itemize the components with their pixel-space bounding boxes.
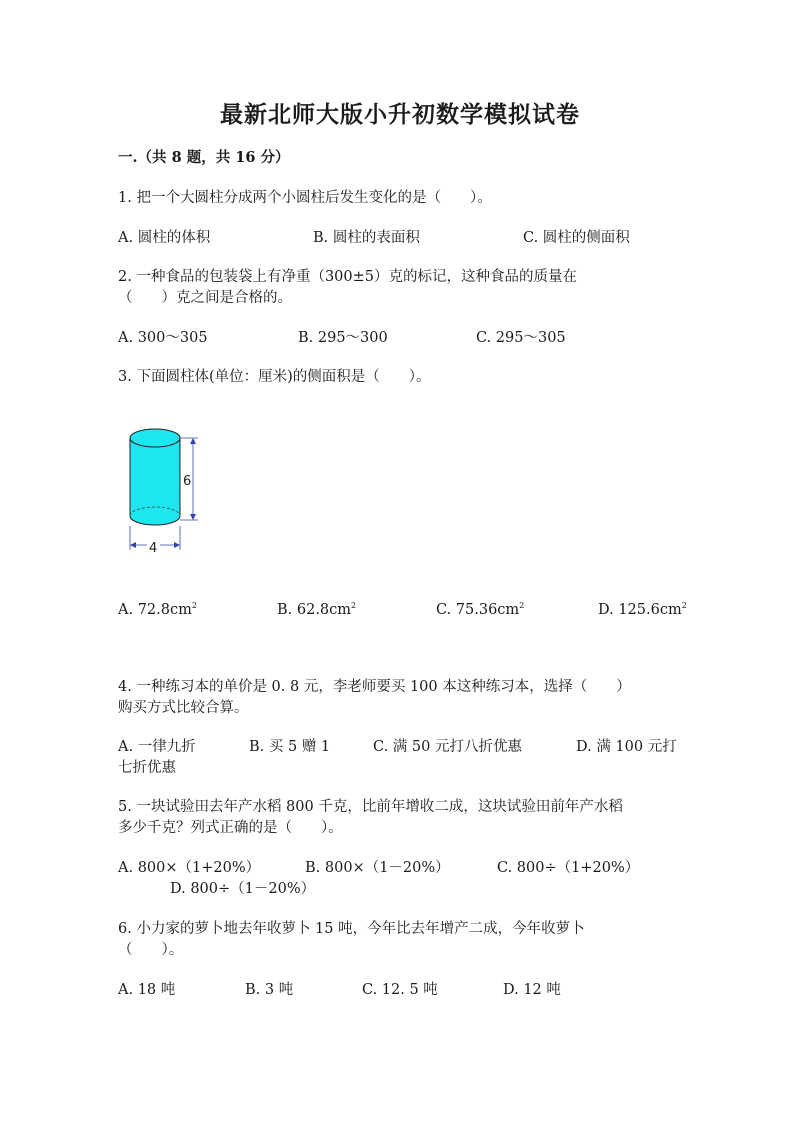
question-5-option-d: D. 800÷（1－20%） <box>170 881 316 897</box>
question-4-text-line-2: 购买方式比较合算。 <box>118 700 249 716</box>
question-2-text-line-2: （ ）克之间是合格的。 <box>118 290 292 306</box>
question-6-option-a: A. 18 吨 <box>118 982 176 998</box>
question-6-text-line-1: 6. 小力家的萝卜地去年收萝卜 15 吨，今年比去年增产二成，今年收萝卜 <box>118 921 585 937</box>
question-5-option-b: B. 800×（1－20%） <box>305 860 450 876</box>
diameter-label: 4 <box>149 541 158 556</box>
question-5-option-a: A. 800×（1+20%） <box>118 860 261 876</box>
question-4-option-a: A. 一律九折 <box>118 739 196 755</box>
question-2-option-b: B. 295～300 <box>298 330 388 346</box>
question-1-option-a: A. 圆柱的体积 <box>118 230 211 246</box>
cylinder-figure <box>118 414 208 564</box>
section-heading: 一.（共 8 题，共 16 分） <box>118 149 290 166</box>
question-3-option-c: C. $75.36cm^2$ <box>436 601 525 618</box>
cylinder-top <box>130 429 180 447</box>
question-6-text-line-2: （ ）。 <box>118 942 184 958</box>
question-6-option-c: C. 12. 5 吨 <box>362 982 438 998</box>
question-3-text: 3. 下面圆柱体(单位：厘米)的侧面积是（ ）。 <box>118 369 431 385</box>
page-title: 最新北师大版小升初数学模拟试卷 <box>220 101 580 128</box>
question-4-option-b: B. 买 5 赠 1 <box>249 739 331 755</box>
question-1-text: 1. 把一个大圆柱分成两个小圆柱后发生变化的是（ ）。 <box>118 190 492 206</box>
question-3-option-d: D. $125.6cm^2$ <box>598 601 687 618</box>
question-6-option-d: D. 12 吨 <box>503 982 561 998</box>
question-2-option-c: C. 295～305 <box>476 330 566 346</box>
question-4-option-c: C. 满 50 元打八折优惠 <box>373 739 522 755</box>
question-4-text-line-1: 4. 一种练习本的单价是 0. 8 元，李老师要买 100 本这种练习本，选择（ ） <box>118 679 631 695</box>
question-1-option-b: B. 圆柱的表面积 <box>313 230 420 246</box>
question-2-text-line-1: 2. 一种食品的包装袋上有净重（300±5）克的标记，这种食品的质量在 <box>118 269 577 285</box>
question-4-option-d-continued: 七折优惠 <box>118 760 176 776</box>
question-3-option-b: B. $62.8cm^2$ <box>277 601 357 618</box>
question-3-option-a: A. $72.8cm^2$ <box>118 601 197 618</box>
question-5-text-line-2: 多少千克？列式正确的是（ ）。 <box>118 820 343 836</box>
question-5-option-c: C. 800÷（1+20%） <box>497 860 640 876</box>
question-2-option-a: A. 300～305 <box>118 330 208 346</box>
question-1-option-c: C. 圆柱的侧面积 <box>523 230 630 246</box>
question-6-option-b: B. 3 吨 <box>245 982 294 998</box>
height-label: 6 <box>183 474 192 489</box>
question-5-text-line-1: 5. 一块试验田去年产水稻 800 千克，比前年增收二成，这块试验田前年产水稻 <box>118 799 623 815</box>
question-4-option-d: D. 满 100 元打 <box>576 739 677 755</box>
cylinder-body <box>130 438 180 525</box>
